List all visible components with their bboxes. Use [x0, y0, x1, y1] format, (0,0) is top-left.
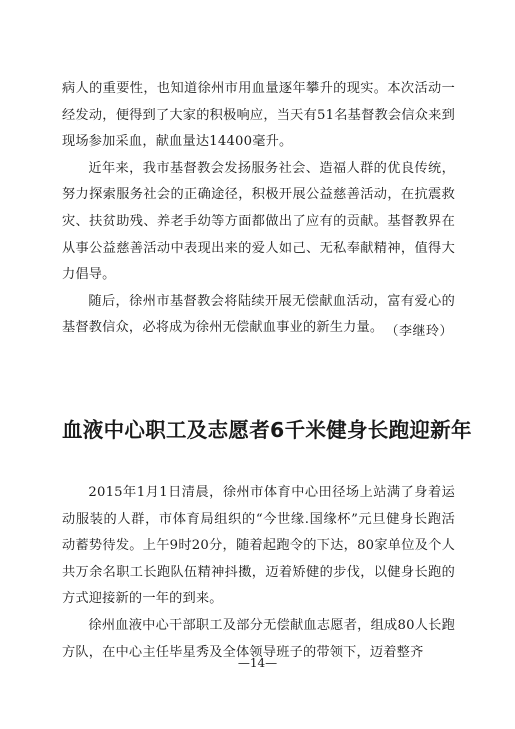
author-signature: （李继玲） [385, 324, 453, 339]
paragraph: 随后，徐州市基督教会将陆续开展无偿献血活动，富有爱心的基督教信众，必将成为徐州无偿献血事业的新生力量。 [62, 293, 455, 336]
article-continuation [62, 76, 455, 342]
paragraph: 徐州血液中心干部职工及部分无偿献血志愿者，组成80人长跑方队，在中心主任毕星秀及全体领导班子的带领下，迈着整齐 [62, 617, 455, 660]
paragraph: 近年来，我市基督教会发扬服务社会、造福人群的优良传统，努力探索服务社会的正确途径，积极开展公益慈善活动，在抗震救灾、扶贫助残、养老手幼等方面都做出了应有的贡献。基督教界在从事公益慈善活动中表现出来的爱人如己、无私奉献精神，值得大力倡导。 [62, 160, 455, 283]
page-number: —14— [237, 656, 278, 670]
article-body [62, 480, 455, 666]
paragraph: 病人的重要性，也知道徐州市用血量逐年攀升的现实。本次活动一经发动，便得到了大家的积极响应，当天有51名基督教会信众来到现场参加采血，献血量达14400毫升。 [62, 81, 455, 150]
paragraph: 2015年1月1日清晨，徐州市体育中心田径场上站满了身着运动服装的人群，市体育局组织的“今世缘.国缘杯”元旦健身长跑活动蓄势待发。上午9时20分，随着起跑令的下达，80家单位及个人共万余名职工长跑队伍精神抖擞，迈着矫健的步伐，以健身长跑的方式迎接新的一年的到来。 [62, 485, 455, 607]
article-title: 血液中心职工及志愿者6千米健身长跑迎新年 [62, 418, 472, 442]
